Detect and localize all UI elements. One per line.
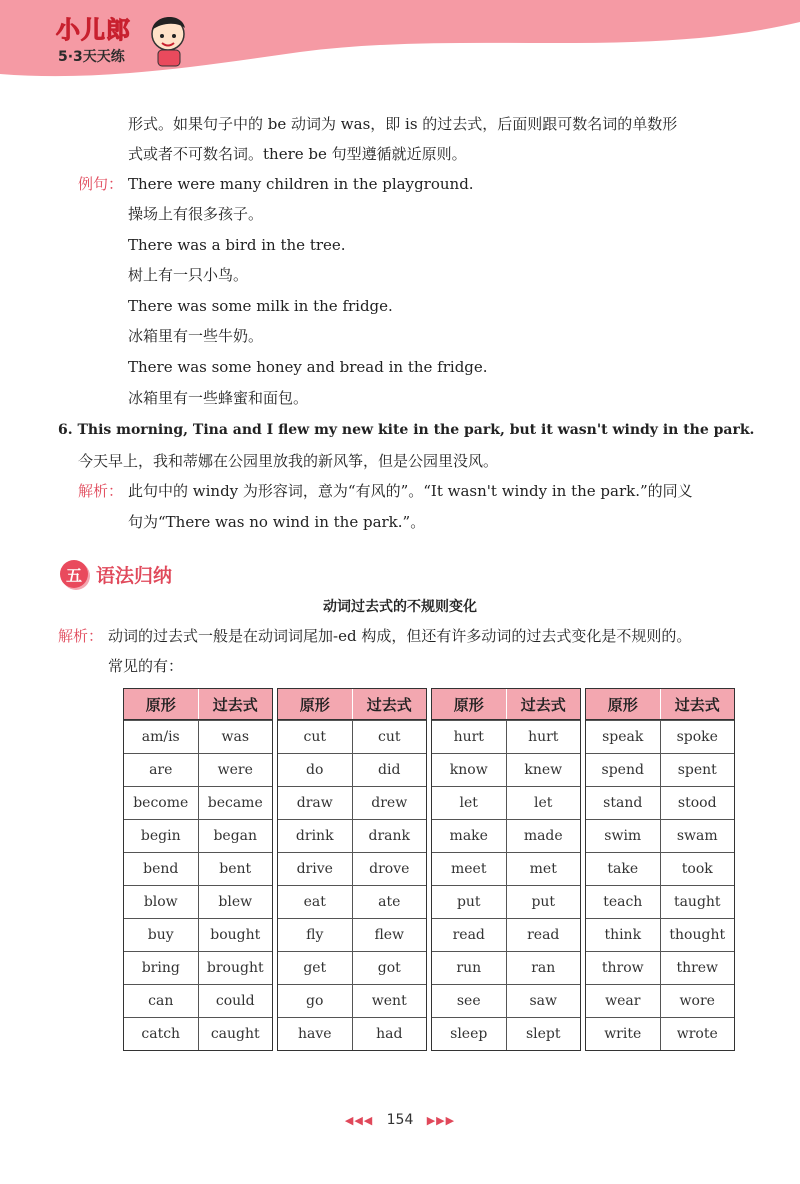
past-tense-cell: blew [218,894,253,910]
table-row [278,852,426,885]
base-form-cell: take [586,853,661,885]
table-header-row [124,689,272,720]
example-sentence-en: There was some honey and bread in the fridge. [128,358,488,376]
table-header-row [432,689,580,720]
table-row [586,786,734,819]
table-row [432,984,580,1017]
base-form-cell: throw [586,952,661,984]
base-form-cell: swim [586,820,661,852]
table-row [432,918,580,951]
brand-logo [56,10,206,76]
past-tense-cell: spoke [676,729,718,745]
base-form-cell: hurt [432,721,507,753]
header-base-form: 原形 [124,689,199,719]
base-form-cell: get [278,952,353,984]
page-footer [0,1112,800,1128]
past-tense-cell: knew [524,762,563,778]
example-sentence-en: There were many children in the playground. [128,175,474,193]
base-form-cell: become [124,787,199,819]
past-tense-cell: spent [677,762,717,778]
past-tense-cell: brought [206,960,264,976]
base-form-cell: put [432,886,507,918]
table-row [278,819,426,852]
past-tense-cell: put [531,894,556,910]
table-row [124,786,272,819]
right-arrows-icon: ▶▶▶ [426,1114,456,1127]
past-tense-cell: let [534,795,553,811]
table-row [278,720,426,753]
past-tense-cell: did [378,762,401,778]
table-row [432,885,580,918]
base-form-cell: blow [124,886,199,918]
table-row [124,951,272,984]
past-tense-cell: took [681,861,713,877]
table-header-row [278,689,426,720]
past-tense-cell: was [221,729,249,745]
table-row [124,852,272,885]
past-tense-cell: swam [676,828,718,844]
past-tense-cell: threw [676,960,719,976]
analysis-label: 解析： [78,482,124,500]
past-tense-cell: cut [378,729,401,745]
base-form-cell: run [432,952,507,984]
base-form-cell: go [278,985,353,1017]
table-row [586,753,734,786]
table-row [124,720,272,753]
header-past-tense: 过去式 [520,695,566,714]
example-sentence-en: There was some milk in the fridge. [128,297,393,315]
table-row [432,753,580,786]
past-tense-cell: got [377,960,401,976]
base-form-cell: sleep [432,1018,507,1050]
section-title: 语法归纳 [96,564,173,587]
body-line: 形式。如果句子中的 be 动词为 was，即 is 的过去式，后面则跟可数名词的单数形 [128,115,678,133]
table-row [586,885,734,918]
table-row [586,1017,734,1050]
table-row [124,918,272,951]
table-row [432,786,580,819]
past-tense-cell: drew [371,795,408,811]
header-past-tense: 过去式 [212,695,258,714]
base-form-cell: know [432,754,507,786]
header-base-form: 原形 [586,689,661,719]
table-header-row [586,689,734,720]
section-number-badge: 五 [60,560,88,588]
base-form-cell: make [432,820,507,852]
base-form-cell: stand [586,787,661,819]
table-row [278,1017,426,1050]
base-form-cell: draw [278,787,353,819]
past-tense-cell: had [376,1026,403,1042]
base-form-cell: read [432,919,507,951]
past-tense-cell: were [217,762,253,778]
past-tense-cell: ate [378,894,401,910]
example-sentence-zh: 操场上有很多孩子。 [128,205,264,223]
base-form-cell: write [586,1018,661,1050]
base-form-cell: think [586,919,661,951]
past-tense-cell: could [215,993,255,1009]
example-label: 例句： [78,175,124,193]
base-form-cell: drive [278,853,353,885]
table-row [278,951,426,984]
base-form-cell: bring [124,952,199,984]
table-row [586,918,734,951]
table-row [278,786,426,819]
table-row [124,1017,272,1050]
table-row [278,753,426,786]
base-form-cell: see [432,985,507,1017]
page-number: 154 [386,1112,414,1128]
past-tense-cell: began [213,828,258,844]
header-past-tense: 过去式 [674,695,720,714]
question-6: 6. This morning, Tina and I flew my new kite in the park, but it wasn't windy in the park. [58,422,755,438]
table-row [124,984,272,1017]
past-tense-cell: taught [673,894,721,910]
brand-name: 小儿郎 [56,16,131,44]
base-form-cell: am/is [124,721,199,753]
verb-table-block [277,688,427,1051]
header-base-form: 原形 [432,689,507,719]
past-tense-cell: bought [210,927,261,943]
past-tense-cell: wore [679,993,715,1009]
base-form-cell: let [432,787,507,819]
table-row [278,984,426,1017]
base-form-cell: drink [278,820,353,852]
past-tense-cell: flew [374,927,405,943]
body-line: 式或者不可数名词。there be 句型遵循就近原则。 [128,145,467,163]
example-sentence-en: There was a bird in the tree. [128,236,346,254]
base-form-cell: eat [278,886,353,918]
header-base-form: 原形 [278,689,353,719]
past-tense-cell: hurt [528,729,559,745]
base-form-cell: begin [124,820,199,852]
base-form-cell: cut [278,721,353,753]
verb-table-block [585,688,735,1051]
analysis-line: 句为“There was no wind in the park.”。 [128,513,426,531]
past-tense-cell: made [523,828,563,844]
table-row [432,819,580,852]
past-tense-cell: saw [529,993,557,1009]
left-arrows-icon: ◀◀◀ [344,1114,374,1127]
table-row [432,951,580,984]
base-form-cell: meet [432,853,507,885]
analysis-line: 动词的过去式一般是在动词词尾加-ed 构成，但还有许多动词的过去式变化是不规则的。 [108,627,692,645]
analysis-line: 此句中的 windy 为形容词，意为“有风的”。“It wasn't windy in the park.”的同义 [128,482,693,500]
brand-subtitle: 5·3天天练 [58,49,125,65]
past-tense-cell: caught [210,1026,260,1042]
base-form-cell: do [278,754,353,786]
example-sentence-zh: 冰箱里有一些牛奶。 [128,327,264,345]
base-form-cell: catch [124,1018,199,1050]
base-form-cell: wear [586,985,661,1017]
past-tense-cell: became [207,795,263,811]
table-row [278,885,426,918]
example-sentence-zh: 树上有一只小鸟。 [128,266,249,284]
table-row [124,885,272,918]
analysis-line: 常见的有： [108,657,184,675]
past-tense-cell: wrote [676,1026,718,1042]
table-row [124,753,272,786]
table-row [278,918,426,951]
past-tense-cell: slept [525,1026,561,1042]
table-row [586,720,734,753]
past-tense-cell: stood [677,795,717,811]
base-form-cell: have [278,1018,353,1050]
table-row [432,852,580,885]
base-form-cell: teach [586,886,661,918]
past-tense-cell: drank [368,828,410,844]
base-form-cell: fly [278,919,353,951]
table-row [586,951,734,984]
analysis-label: 解析： [58,627,104,645]
past-tense-cell: went [371,993,407,1009]
table-row [586,819,734,852]
table-row [586,852,734,885]
base-form-cell: speak [586,721,661,753]
base-form-cell: can [124,985,199,1017]
header-past-tense: 过去式 [366,695,412,714]
past-tense-cell: bent [219,861,252,877]
past-tense-cell: met [529,861,557,877]
example-sentence-zh: 冰箱里有一些蜂蜜和面包。 [128,389,309,407]
past-tense-cell: ran [531,960,556,976]
table-title: 动词过去式的不规则变化 [323,599,477,615]
irregular-verb-table [123,688,735,1051]
verb-table-block [431,688,581,1051]
base-form-cell: spend [586,754,661,786]
question-6-translation: 今天早上，我和蒂娜在公园里放我的新风筝，但是公园里没风。 [78,452,499,470]
past-tense-cell: thought [669,927,726,943]
base-form-cell: are [124,754,199,786]
mascot-icon [148,12,190,68]
base-form-cell: bend [124,853,199,885]
section-heading [60,560,172,588]
table-row [124,819,272,852]
table-row [586,984,734,1017]
table-row [432,1017,580,1050]
past-tense-cell: drove [369,861,410,877]
verb-table-block [123,688,273,1051]
base-form-cell: buy [124,919,199,951]
table-row [432,720,580,753]
past-tense-cell: read [527,927,560,943]
